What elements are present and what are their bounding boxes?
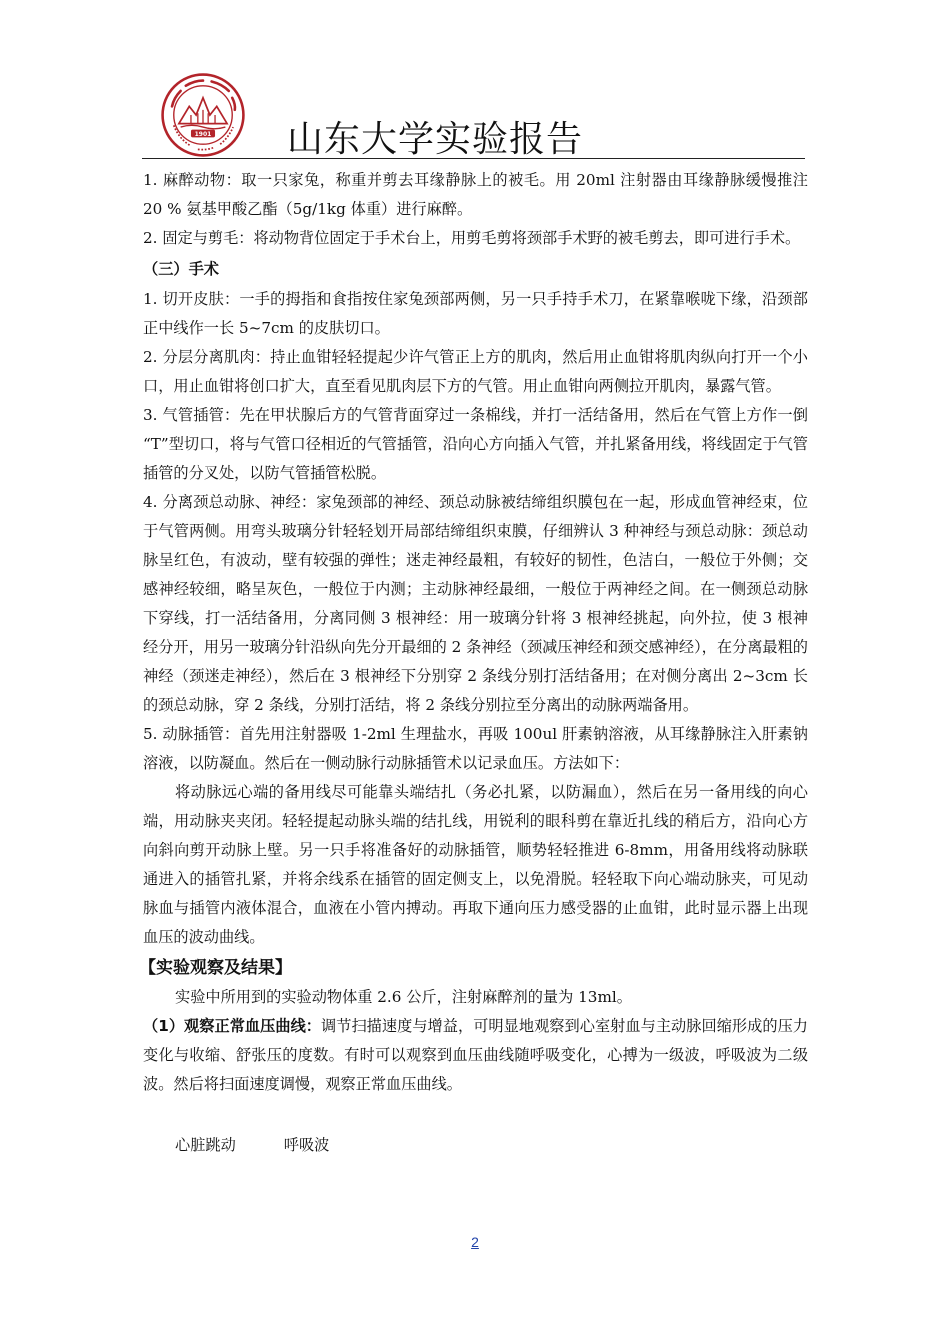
header-rule [142,158,805,159]
section-heading-results: 【实验观察及结果】 [139,958,292,978]
page-number: 2 [471,1234,479,1250]
observation-text: 调节扫描速度与增益，可明显地观察到心室射血与主动脉回缩形成的压力变化与收缩、舒张压的度数。有时可以观察到血压曲线随呼吸变化，心搏为一级波，呼吸波为二级波。然后将扫面速度调慢，观察正常血压曲线。 [143,1017,808,1093]
observation-label: （1）观察正常血压曲线： [143,1017,322,1035]
paragraph-cannulation-method: 将动脉远心端的备用线尽可能靠头端结扎（务必扎紧，以防漏血），然后在另一备用线的向心端，用动脉夹夹闭。轻轻提起动脉头端的结扎线，用锐利的眼科剪在靠近扎线的稍后方，沿向心方向斜向剪开动脉上壁。另一只手将准备好的动脉插管，顺势轻轻推进 6-8mm，用备用线将动脉联通进入的插管扎紧，并将余线系在插管的固定侧支上，以免滑脱。轻轻取下向心端动脉夹，可见动脉血与插管内液体混合，血液在小管内搏动。再取下通向压力感受器的止血钳，此时显示器上出现血压的波动曲线。 [143,783,808,946]
university-seal-logo [160,72,246,158]
svg-text:1901: 1901 [194,131,212,139]
report-title: 山东大学实验报告 [287,119,584,160]
paragraph-arterial-cannulation: 5. 动脉插管：首先用注射器吸 1-2ml 生理盐水，再吸 100ul 肝素钠溶液，从耳缘静脉注入肝素钠溶液，以防凝血。然后在一侧动脉行动脉插管术以记录血压。方法如下： [143,725,808,772]
report-body [139,166,808,1160]
paragraph-muscle-separation: 2. 分层分离肌肉：持止血钳轻轻提起少许气管正上方的肌肉，然后用止血钳将肌肉纵向打开一个小口，用止血钳将创口扩大，直至看见肌肉层下方的气管。用止血钳向两侧拉开肌肉，暴露气管。 [143,348,808,395]
figure-label-heartbeat: 心脏跳动 [175,1136,236,1154]
paragraph-tracheal-intubation: 3. 气管插管：先在甲状腺后方的气管背面穿过一条棉线，并打一活结备用，然后在气管上方作一倒 “T”型切口，将与气管口径相近的气管插管，沿向心方向插入气管，并扎紧备用线，将线固定于气管插管的分叉处，以防气管插管松脱。 [143,406,808,482]
paragraph-animal-weight: 实验中所用到的实验动物体重 2.6 公斤，注射麻醉剂的量为 13ml。 [175,988,632,1006]
figure-labels [143,1131,808,1160]
paragraph-carotid-separation: 4. 分离颈总动脉、神经：家兔颈部的神经、颈总动脉被结缔组织膜包在一起，形成血管神经束，位于气管两侧。用弯头玻璃分针轻轻划开局部结缔组织束膜，仔细辨认 3 种神经与颈总动脉：颈总动脉呈红色，有波动，壁有较强的弹性；迷走神经最粗，有较好的韧性，色洁白，一般位于外侧；交感神经较细，略呈灰色，一般位于内测；主动脉神经最细，一般位于两神经之间。在一侧颈总动脉下穿线，打一活结备用，分离同侧 3 根神经：用一玻璃分针将 3 根神经挑起，向外拉，使 3 根神经分开，用另一玻璃分针沿纵向先分开最细的 2 条神经（颈减压神经和颈交感神经），在分离最粗的神经（颈迷走神经），然后在 3 根神经下分别穿 2 条线分别打活结备用；在对侧分离出 2~3cm 长的颈总动脉，穿 2 条线，分别打活结，将 2 条线分别拉至分离出的动脉两端备用。 [143,493,808,714]
paragraph-fixation: 2. 固定与剪毛：将动物背位固定于手术台上，用剪毛剪将颈部手术野的被毛剪去，即可进行手术。 [143,229,801,247]
paragraph-anesthesia: 1. 麻醉动物：取一只家兔，称重并剪去耳缘静脉上的被毛。用 20ml 注射器由耳缘静脉缓慢推注 20 % 氨基甲酸乙酯（5g/1kg 体重）进行麻醉。 [143,171,808,218]
paragraph-skin-incision: 1. 切开皮肤：一手的拇指和食指按住家兔颈部两侧，另一只手持手术刀，在紧靠喉咙下缘，沿颈部正中线作一长 5~7cm 的皮肤切口。 [143,290,808,337]
paragraph-normal-bp-curve [143,1012,808,1099]
figure-label-respiration: 呼吸波 [283,1136,330,1154]
subsection-heading-surgery: （三）手术 [143,260,219,278]
